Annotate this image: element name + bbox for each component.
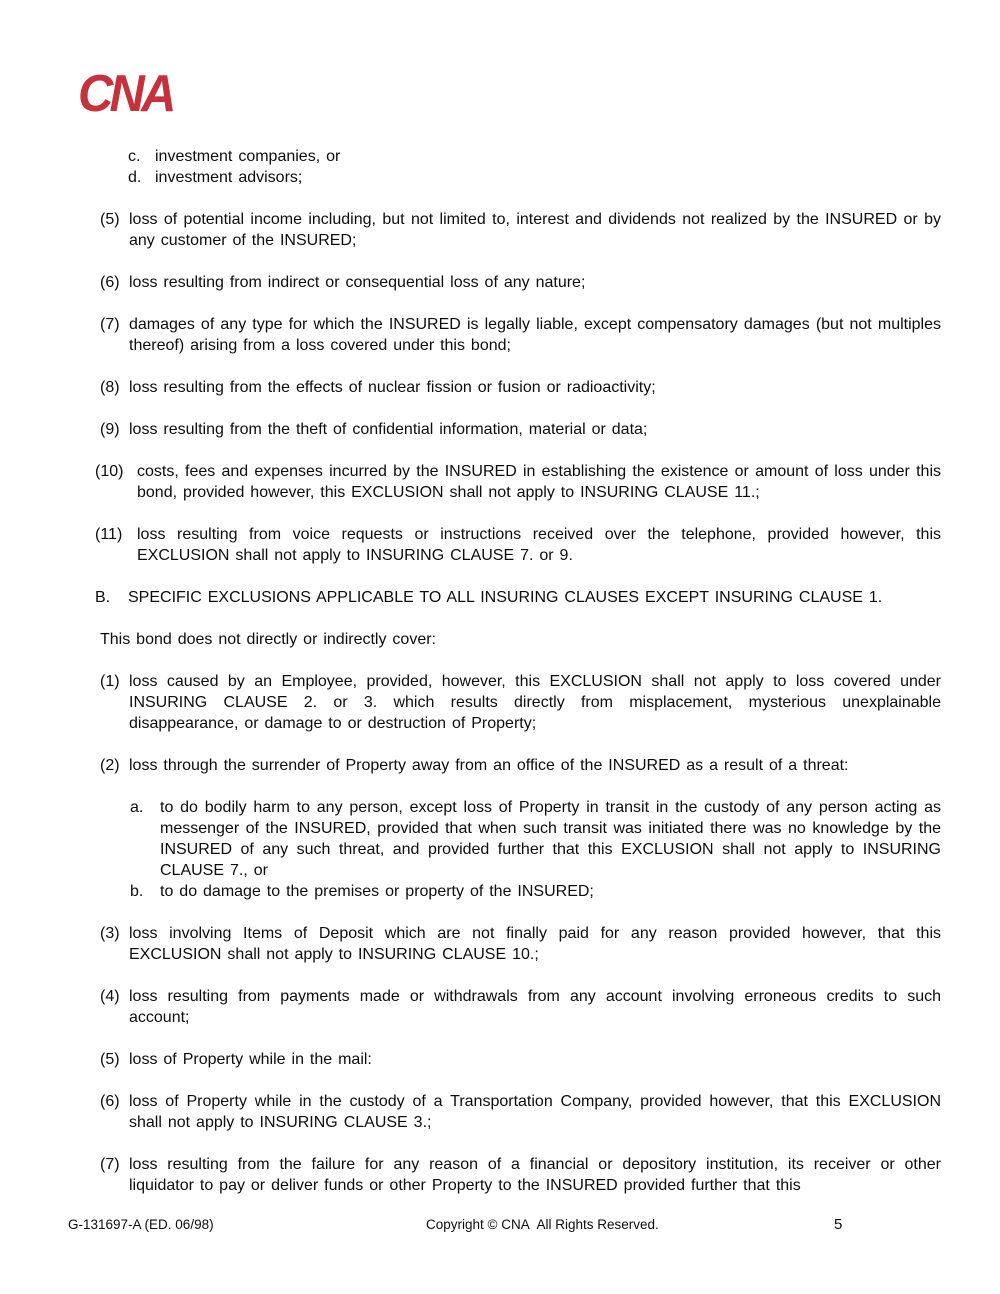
list-item [130,881,941,902]
item-number: (3) [100,925,120,942]
page-number: 5 [834,1216,843,1233]
item-number: (7) [100,1156,120,1173]
item-text: to do bodily harm to any person, except loss of Property in transit in the custody of any person acting as messenger of the INSURED, provided that when such transit was initiated there was no knowledge by the INSURED of any such threat, and provided further that this EXCLUSION shall not apply to INSURING CLAUSE 7., or [160,799,941,879]
item-number: (5) [100,1051,120,1068]
item-letter: d. [128,169,142,186]
item-number: (6) [100,1093,120,1110]
item-text: costs, fees and expenses incurred by the INSURED in establishing the existence or amount of loss under this bond, provided however, this EXCLUSION shall not apply to INSURING CLAUSE 11.; [137,463,941,501]
section-heading-text: SPECIFIC EXCLUSIONS APPLICABLE TO ALL INSURING CLAUSES EXCEPT INSURING CLAUSE 1. [128,589,883,606]
item-number: (5) [100,211,120,228]
item-number: (1) [100,673,120,690]
exclusion-b-item-1 [100,671,941,734]
item-number: (8) [100,379,120,396]
form-number: G-131697-A (ED. 06/98) [68,1217,214,1232]
list-item [128,167,941,188]
section-b-heading [95,587,941,608]
item-number: (7) [100,316,120,333]
item-text: loss involving Items of Deposit which are not finally paid for any reason provided however, that this EXCLUSION shall not apply to INSURING CLAUSE 10.; [129,925,941,963]
section-label: B. [95,589,111,606]
exclusion-b-item-3 [100,923,941,965]
item-text: loss resulting from the theft of confidential information, material or data; [129,421,648,438]
item-text: loss of Property while in the custody of a Transportation Company, provided however, that this EXCLUSION shall not apply to INSURING CLAUSE 3.; [129,1093,941,1131]
exclusion-b-item-5 [100,1049,941,1070]
exclusion-a-item-7 [100,314,941,356]
item-number: (6) [100,274,120,291]
item-number: (2) [100,757,120,774]
exclusion-a-item-5 [100,209,941,251]
item-number: (4) [100,988,120,1005]
exclusion-b-item-7 [100,1154,941,1196]
exclusion-a-item-11 [95,524,941,566]
item-number: (11) [95,526,123,543]
exclusion-b-item-6 [100,1091,941,1133]
threat-subitem-list [130,797,941,902]
item-text: investment companies, or [155,148,341,165]
item-letter: a. [130,799,144,816]
item-text: loss through the surrender of Property away from an office of the INSURED as a result of a threat: [129,757,849,774]
exclusion-a-item-10 [95,461,941,503]
item-text: loss resulting from voice requests or instructions received over the telephone, provided however, this EXCLUSION shall not apply to INSURING CLAUSE 7. or 9. [137,526,941,564]
item-text: loss of potential income including, but not limited to, interest and dividends not realized by the INSURED or by any customer of the INSURED; [129,211,941,249]
exclusion-a-item-9 [100,419,941,440]
item-text: loss resulting from the effects of nuclear fission or fusion or radioactivity; [129,379,656,396]
exclusion-a-item-6 [100,272,941,293]
item-text: investment advisors; [155,169,303,186]
exclusion-b-item-2 [100,755,941,776]
item-number: (10) [95,463,124,480]
document-body [95,146,941,1196]
investment-subitem-list [128,146,941,188]
exclusion-a-item-8 [100,377,941,398]
cna-logo: CNA [78,65,173,123]
item-letter: c. [128,148,141,165]
copyright-notice: Copyright © CNA All Rights Reserved. [426,1217,659,1232]
section-b-intro: This bond does not directly or indirectly cover: [100,631,436,648]
item-text: damages of any type for which the INSURED is legally liable, except compensatory damages (but not multiples thereof) arising from a loss covered under this bond; [129,316,941,354]
item-number: (9) [100,421,120,438]
item-text: loss caused by an Employee, provided, however, this EXCLUSION shall not apply to loss covered under INSURING CLAUSE 2. or 3. which results directly from misplacement, mysterious unexplainable disappearance, or damage to or destruction of Property; [129,673,941,732]
item-text: loss resulting from payments made or withdrawals from any account involving erroneous credits to such account; [129,988,941,1026]
item-text: loss resulting from the failure for any reason of a financial or depository institution, its receiver or other liquidator to pay or deliver funds or other Property to the INSURED provided further that this [129,1156,941,1194]
list-item [130,797,941,881]
item-text: to do damage to the premises or property of the INSURED; [160,883,594,900]
item-text: loss resulting from indirect or consequential loss of any nature; [129,274,586,291]
list-item [128,146,941,167]
item-letter: b. [130,883,144,900]
exclusion-b-item-4 [100,986,941,1028]
item-text: loss of Property while in the mail: [129,1051,372,1068]
